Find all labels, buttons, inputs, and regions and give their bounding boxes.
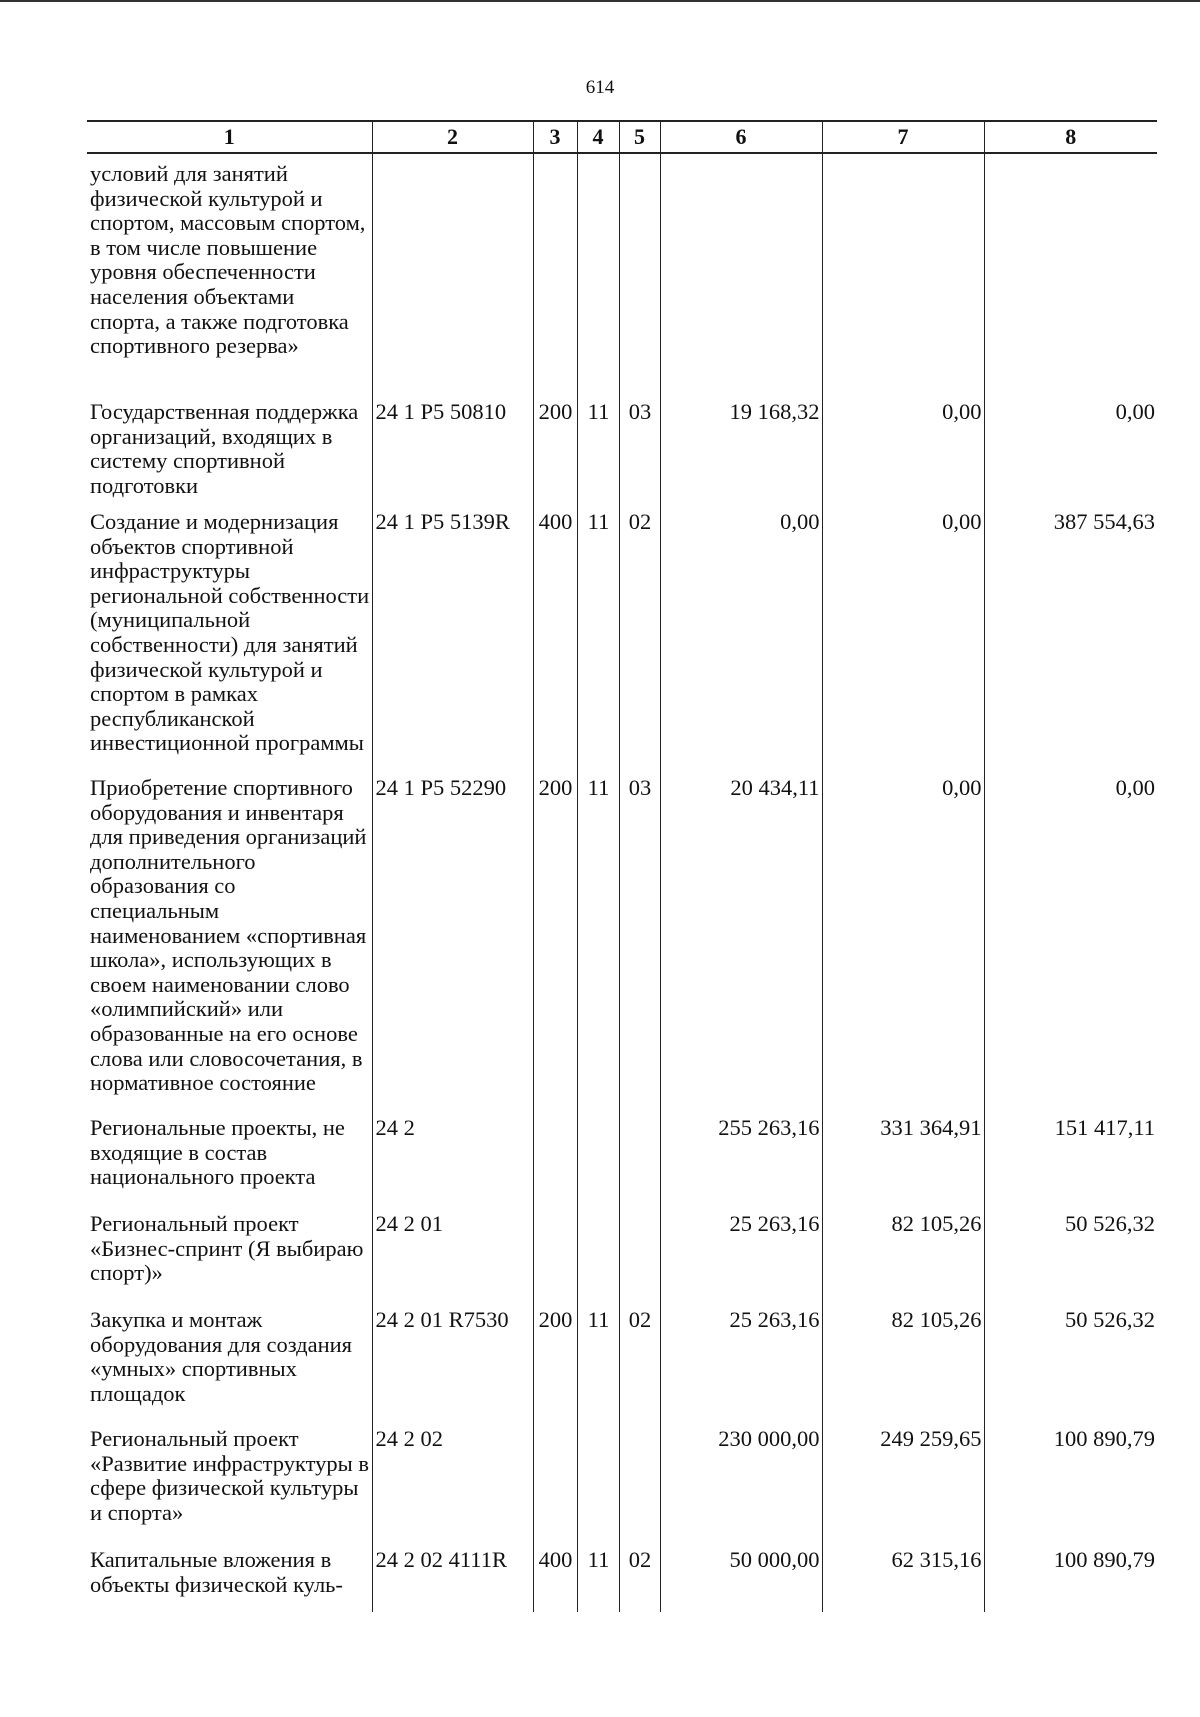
row-col-3 — [533, 153, 577, 396]
row-value-7: 82 105,26 — [822, 1304, 984, 1423]
row-value-6: 20 434,11 — [660, 772, 822, 1112]
row-col-3: 200 — [533, 396, 577, 506]
row-col-5 — [619, 1423, 660, 1544]
row-value-8: 100 890,79 — [984, 1423, 1157, 1544]
row-col-3: 200 — [533, 1304, 577, 1423]
row-col-4: 11 — [577, 772, 619, 1112]
row-name: Региональный проект «Развитие инфраструктуры в сфере физической культуры и спорта» — [87, 1423, 372, 1544]
row-col-4: 11 — [577, 1544, 619, 1612]
row-value-6: 19 168,32 — [660, 396, 822, 506]
table-body — [87, 153, 1157, 1612]
row-value-7: 0,00 — [822, 396, 984, 506]
budget-table — [87, 120, 1157, 1612]
row-name: Капитальные вложения в объекты физической куль- — [87, 1544, 372, 1612]
header-col-2: 2 — [372, 121, 533, 153]
row-code: 24 2 02 — [372, 1423, 533, 1544]
row-value-7: 0,00 — [822, 772, 984, 1112]
header-col-4: 4 — [577, 121, 619, 153]
row-code — [372, 153, 533, 396]
row-value-6: 230 000,00 — [660, 1423, 822, 1544]
row-col-4: 11 — [577, 396, 619, 506]
table-row — [87, 1304, 1157, 1423]
row-value-6: 50 000,00 — [660, 1544, 822, 1612]
row-col-4: 11 — [577, 506, 619, 772]
row-value-7: 331 364,91 — [822, 1112, 984, 1208]
row-col-4 — [577, 1423, 619, 1544]
row-col-3 — [533, 1423, 577, 1544]
row-col-5 — [619, 1208, 660, 1304]
table-row — [87, 396, 1157, 506]
row-name: условий для занятий физической культурой и спортом, массовым спортом, в том числе повышение уровня обеспеченности населения объектами спорта, а также подготовка спортивного резерва» — [87, 153, 372, 396]
row-value-8: 0,00 — [984, 396, 1157, 506]
row-name: Закупка и монтаж оборудования для создания «умных» спортивных площадок — [87, 1304, 372, 1423]
header-col-1: 1 — [87, 121, 372, 153]
row-code: 24 2 01 R7530 — [372, 1304, 533, 1423]
row-col-3: 200 — [533, 772, 577, 1112]
row-name: Региональные проекты, не входящие в состав национального проекта — [87, 1112, 372, 1208]
page-top-edge — [0, 0, 1200, 2]
table-row — [87, 153, 1157, 396]
row-col-4 — [577, 153, 619, 396]
row-col-5 — [619, 1112, 660, 1208]
row-code: 24 1 P5 5139R — [372, 506, 533, 772]
row-name: Региональный проект «Бизнес-спринт (Я выбираю спорт)» — [87, 1208, 372, 1304]
row-col-4 — [577, 1112, 619, 1208]
row-col-3: 400 — [533, 1544, 577, 1612]
page-number: 614 — [585, 77, 615, 98]
row-code: 24 1 P5 50810 — [372, 396, 533, 506]
header-col-8: 8 — [984, 121, 1157, 153]
row-col-5 — [619, 153, 660, 396]
header-row — [87, 121, 1157, 153]
row-code: 24 2 — [372, 1112, 533, 1208]
table-row — [87, 506, 1157, 772]
header-col-3: 3 — [533, 121, 577, 153]
row-col-5: 03 — [619, 396, 660, 506]
row-value-7: 82 105,26 — [822, 1208, 984, 1304]
row-value-7: 0,00 — [822, 506, 984, 772]
row-name: Приобретение спортивного оборудования и инвентаря для приведения организаций дополнительного образования со специальным наименованием «спортивная школа», использующих в своем наименовании слово «олимпийский» или образованные на его основе слова или словосочетания, в нормативное состояние — [87, 772, 372, 1112]
row-value-8: 50 526,32 — [984, 1304, 1157, 1423]
header-col-7: 7 — [822, 121, 984, 153]
row-col-5: 02 — [619, 1544, 660, 1612]
row-value-6: 0,00 — [660, 506, 822, 772]
row-value-6 — [660, 153, 822, 396]
row-col-4: 11 — [577, 1304, 619, 1423]
table-row — [87, 1208, 1157, 1304]
table-row — [87, 772, 1157, 1112]
row-value-8: 0,00 — [984, 772, 1157, 1112]
row-col-5: 02 — [619, 506, 660, 772]
row-code: 24 2 02 4111R — [372, 1544, 533, 1612]
table-row — [87, 1544, 1157, 1612]
row-col-3 — [533, 1112, 577, 1208]
row-col-5: 02 — [619, 1304, 660, 1423]
row-col-3: 400 — [533, 506, 577, 772]
row-value-7: 249 259,65 — [822, 1423, 984, 1544]
row-col-4 — [577, 1208, 619, 1304]
row-value-8 — [984, 153, 1157, 396]
table-row — [87, 1423, 1157, 1544]
row-code: 24 1 P5 52290 — [372, 772, 533, 1112]
row-name: Создание и модернизация объектов спортивной инфраструктуры региональной собственности (муниципальной собственности) для занятий физической культурой и спортом в рамках республиканской инвестиционной программы — [87, 506, 372, 772]
table-header — [87, 121, 1157, 153]
row-value-7: 62 315,16 — [822, 1544, 984, 1612]
row-value-7 — [822, 153, 984, 396]
header-col-5: 5 — [619, 121, 660, 153]
row-value-8: 387 554,63 — [984, 506, 1157, 772]
row-col-5: 03 — [619, 772, 660, 1112]
row-value-8: 50 526,32 — [984, 1208, 1157, 1304]
table-row — [87, 1112, 1157, 1208]
row-name: Государственная поддержка организаций, входящих в систему спортивной подготовки — [87, 396, 372, 506]
row-value-8: 100 890,79 — [984, 1544, 1157, 1612]
row-value-8: 151 417,11 — [984, 1112, 1157, 1208]
row-code: 24 2 01 — [372, 1208, 533, 1304]
row-value-6: 255 263,16 — [660, 1112, 822, 1208]
row-col-3 — [533, 1208, 577, 1304]
header-col-6: 6 — [660, 121, 822, 153]
row-value-6: 25 263,16 — [660, 1304, 822, 1423]
row-value-6: 25 263,16 — [660, 1208, 822, 1304]
